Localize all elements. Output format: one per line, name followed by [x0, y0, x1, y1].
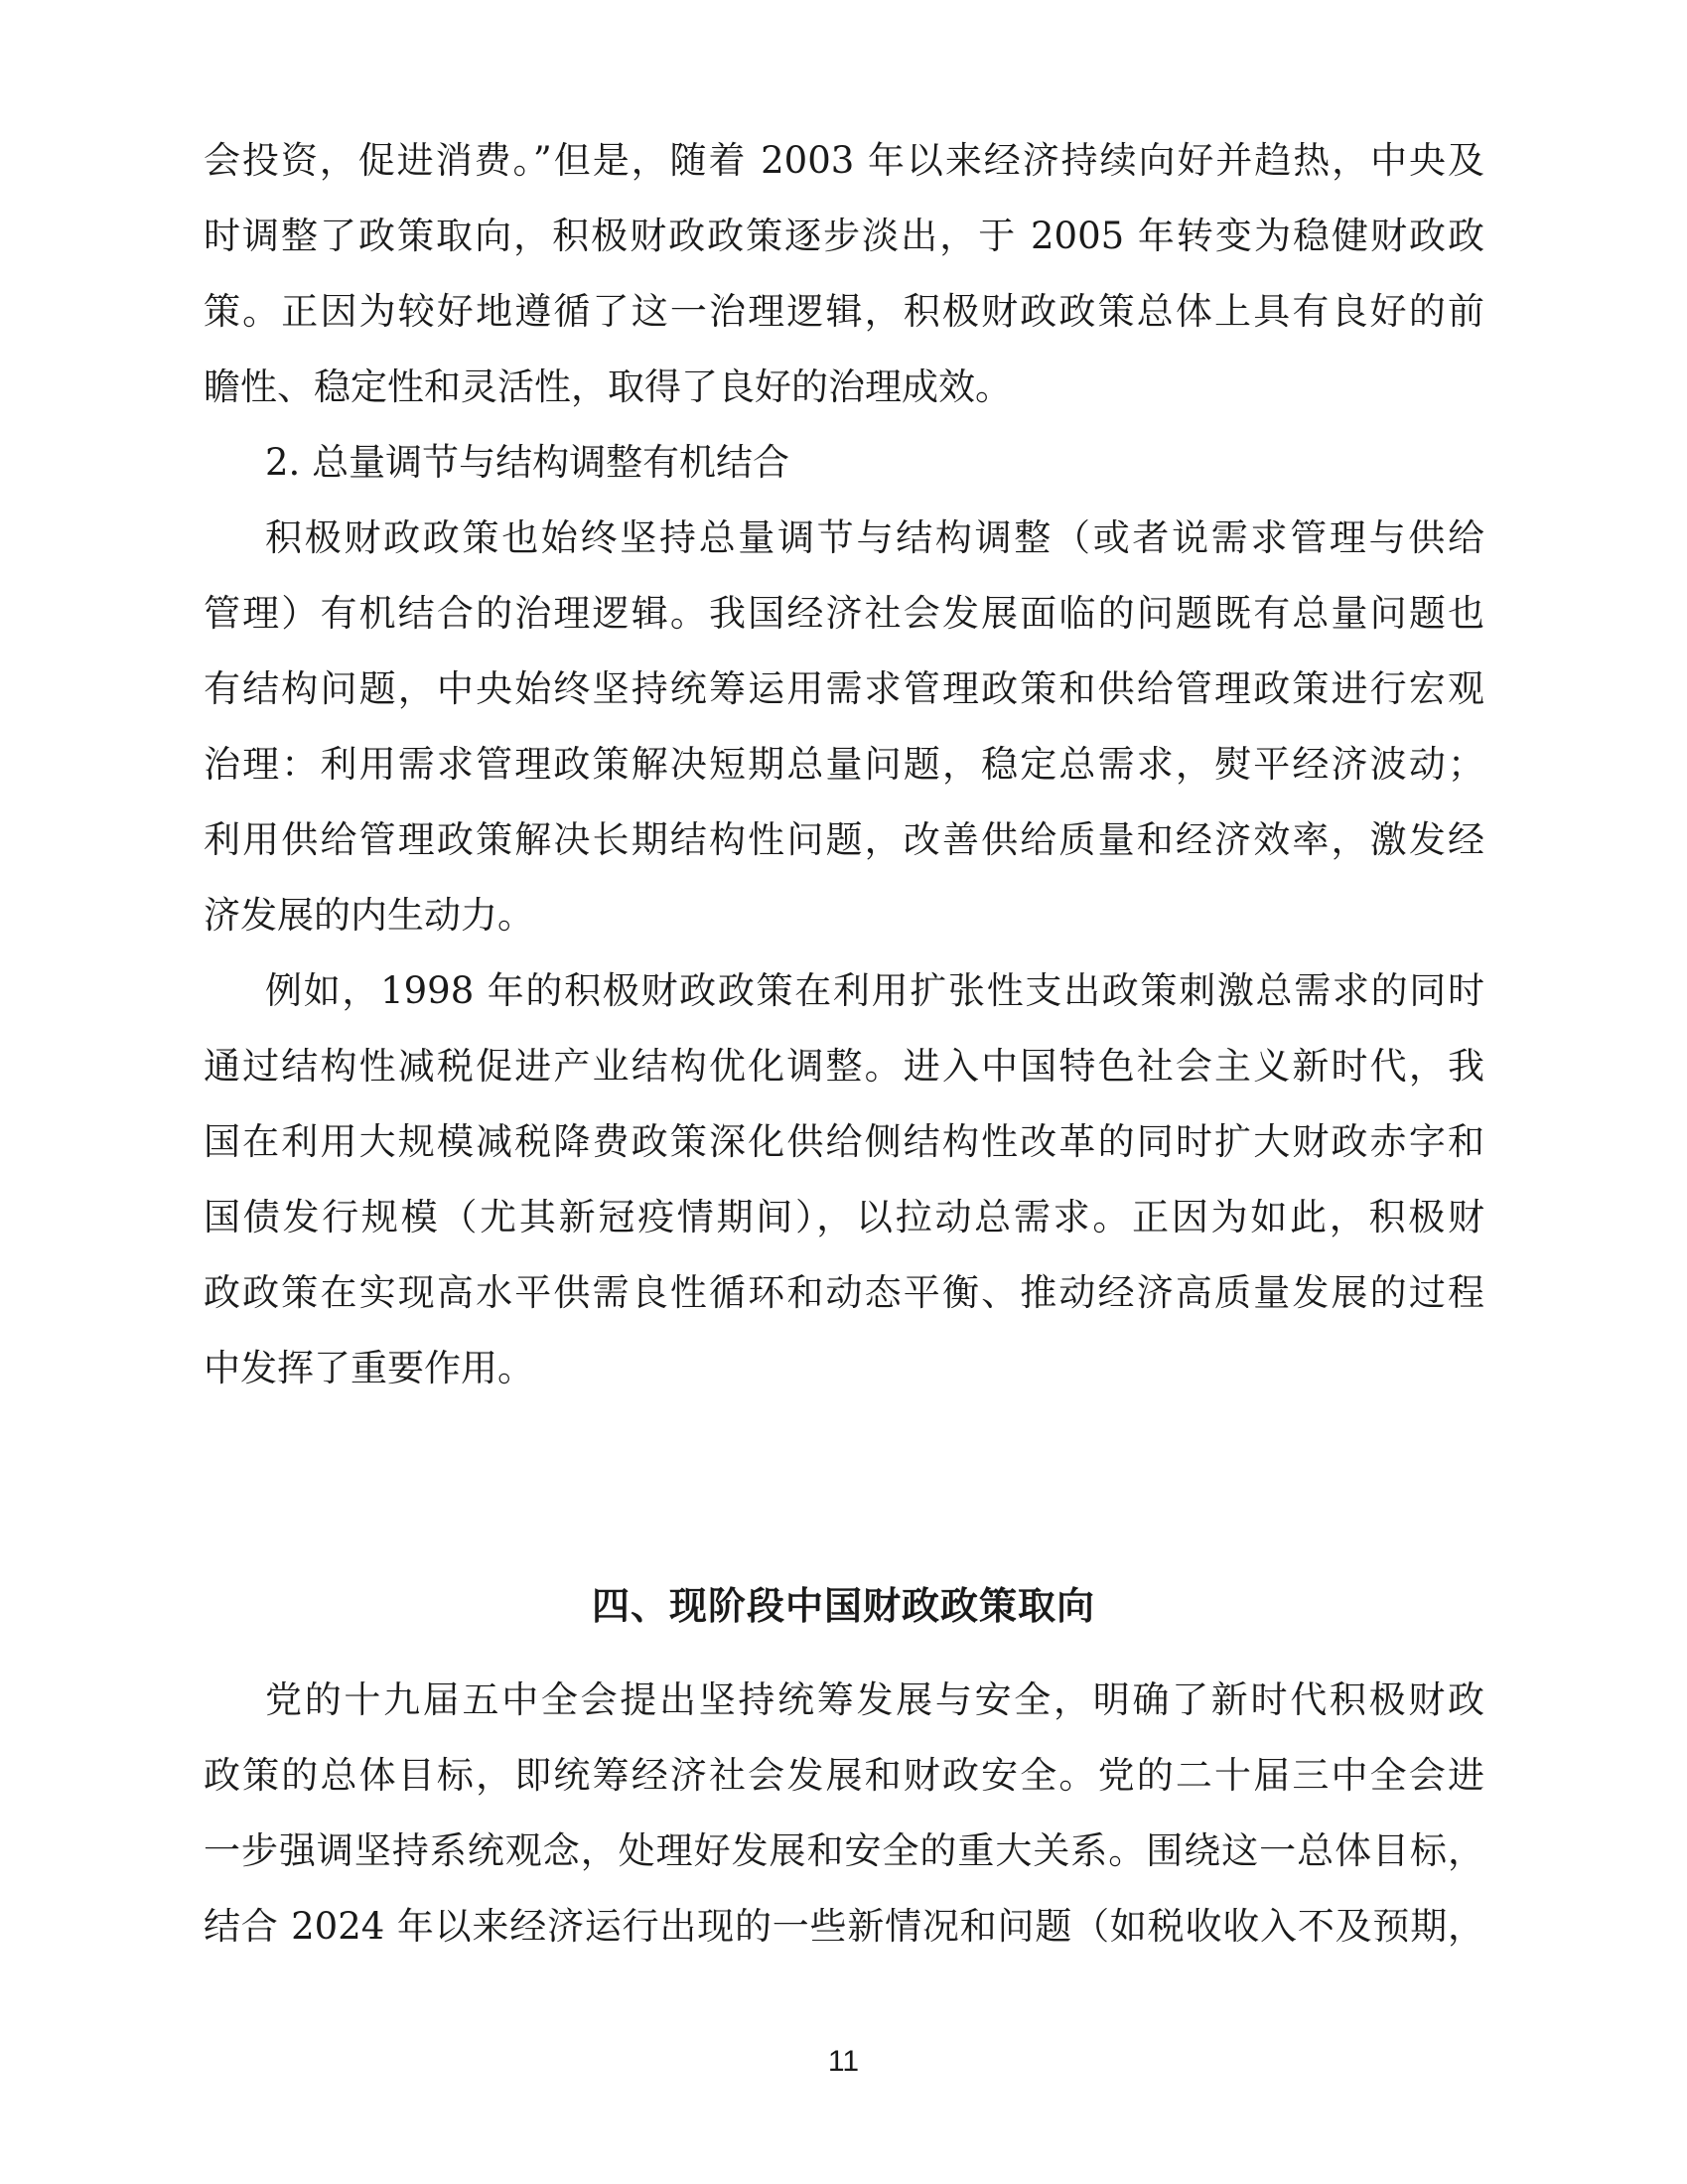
- section-heading: 四、现阶段中国财政政策取向: [591, 1584, 1095, 1628]
- paragraph-line: 例如，1998 年的积极财政政策在利用扩张性支出政策刺激总需求的同时: [265, 969, 1484, 1012]
- subheading: 2. 总量调节与结构调整有机结合: [265, 441, 790, 484]
- paragraph-line: 党的十九届五中全会提出坚持统筹发展与安全，明确了新时代积极财政: [265, 1678, 1484, 1721]
- paragraph-line: 管理）有机结合的治理逻辑。我国经济社会发展面临的问题既有总量问题也: [204, 592, 1484, 635]
- paragraph-line: 有结构问题，中央始终坚持统筹运用需求管理政策和供给管理政策进行宏观: [204, 667, 1484, 710]
- paragraph-line: 政政策在实现高水平供需良性循环和动态平衡、推动经济高质量发展的过程: [204, 1271, 1484, 1314]
- paragraph-line: 时调整了政策取向，积极财政政策逐步淡出，于 2005 年转变为稳健财政政: [204, 215, 1484, 257]
- paragraph-line: 济发展的内生动力。: [204, 894, 534, 937]
- paragraph-line: 策。正因为较好地遵循了这一治理逻辑，积极财政政策总体上具有良好的前: [204, 290, 1484, 333]
- paragraph-line: 积极财政政策也始终坚持总量调节与结构调整（或者说需求管理与供给: [265, 516, 1484, 559]
- paragraph-line: 国在利用大规模减税降费政策深化供给侧结构性改革的同时扩大财政赤字和: [204, 1120, 1484, 1163]
- paragraph-line: 通过结构性减税促进产业结构优化调整。进入中国特色社会主义新时代，我: [204, 1045, 1484, 1088]
- page-number: 11: [827, 2045, 860, 2078]
- paragraph-line: 瞻性、稳定性和灵活性，取得了良好的治理成效。: [204, 365, 1012, 408]
- paragraph-line: 治理：利用需求管理政策解决短期总量问题，稳定总需求，熨平经济波动；: [204, 743, 1484, 786]
- paragraph-line: 中发挥了重要作用。: [204, 1347, 534, 1389]
- paragraph-line: 利用供给管理政策解决长期结构性问题，改善供给质量和经济效率，激发经: [204, 818, 1484, 861]
- paragraph-line: 国债发行规模（尤其新冠疫情期间），以拉动总需求。正因为如此，积极财: [204, 1196, 1484, 1238]
- paragraph-line: 结合 2024 年以来经济运行出现的一些新情况和问题（如税收收入不及预期，: [204, 1905, 1484, 1948]
- paragraph-line: 一步强调坚持系统观念，处理好发展和安全的重大关系。围绕这一总体目标，: [204, 1829, 1484, 1872]
- paragraph-line: 会投资，促进消费。”但是，随着 2003 年以来经济持续向好并趋热，中央及: [204, 139, 1484, 182]
- paragraph-line: 政策的总体目标，即统筹经济社会发展和财政安全。党的二十届三中全会进: [204, 1754, 1484, 1797]
